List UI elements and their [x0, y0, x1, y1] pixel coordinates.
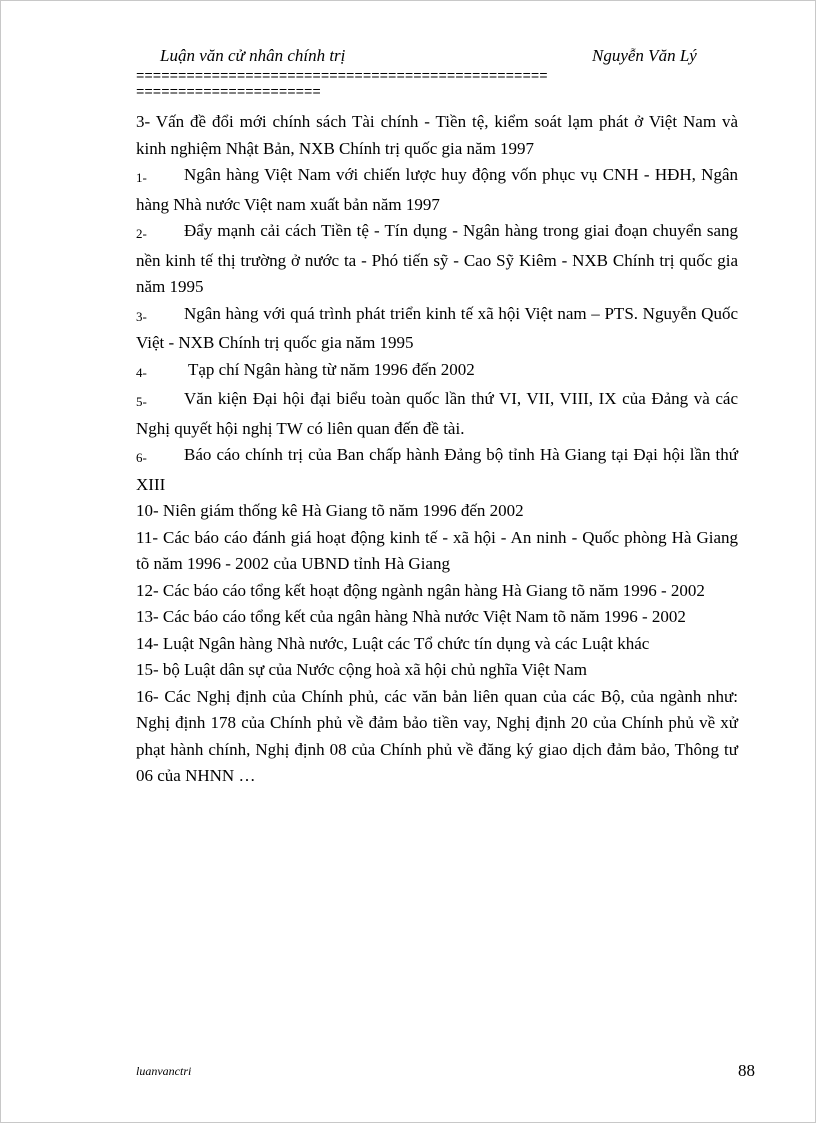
reference-item — [136, 386, 738, 442]
reference-text: Các báo cáo đánh giá hoạt động kinh tế - xã hội - An ninh - Quốc phòng Hà Giang tõ năm 1996 - 2002 của UBND tỉnh Hà Giang — [136, 527, 738, 573]
reference-item — [136, 657, 738, 684]
reference-number: 1- — [136, 170, 147, 185]
reference-text: Văn kiện Đại hội đại biểu toàn quốc lần thứ VI, VII, VIII, IX của Đảng và các Nghị quyết hội nghị TW có liên quan đến đề tài. — [136, 389, 738, 438]
header-separator-line-1: ================================================= — [136, 69, 548, 85]
reference-list — [136, 109, 738, 790]
reference-text: Các báo cáo tổng kết hoạt động ngành ngân hàng Hà Giang tõ năm 1996 - 2002 — [162, 580, 705, 600]
reference-item — [136, 357, 738, 387]
reference-text: bộ Luật dân sự của Nước cộng hoà xã hội chủ nghĩa Việt Nam — [162, 660, 587, 679]
reference-number: 4- — [136, 364, 147, 380]
reference-text: Vấn đề đổi mới chính sách Tài chính - Tiền tệ, kiểm soát lạm phát ở Việt Nam và kinh nghiệm Nhật Bản, NXB Chính trị quốc gia năm 1997 — [136, 112, 739, 158]
reference-item — [136, 301, 738, 357]
reference-text: Tạp chí Ngân hàng từ năm 1996 đến 2002 — [187, 359, 475, 379]
reference-item — [136, 162, 738, 218]
reference-number: 5- — [136, 394, 147, 409]
reference-text: Luật Ngân hàng Nhà nước, Luật các Tổ chức tín dụng và các Luật khác — [162, 633, 650, 653]
reference-text: Ngân hàng Việt Nam với chiến lược huy động vốn phục vụ CNH - HĐH, Ngân hàng Nhà nước Việt nam xuất bản năm 1997 — [136, 165, 738, 214]
header-separator-line-2: ====================== — [136, 85, 321, 101]
reference-number: 13- — [136, 607, 159, 626]
reference-item — [136, 498, 738, 525]
reference-item — [136, 525, 738, 578]
reference-text: Các Nghị định của Chính phủ, các văn bản liên quan của các Bộ, của ngành như: Nghị định 178 của Chính phủ về đảm bảo tiền vay, Nghị định 20 của Chính phủ về xử phạt hành chính, Nghị định 08 của Chính phủ về đăng ký giao dịch đảm bảo, Thông tư 06 của NHNN … — [136, 686, 738, 785]
reference-text: Niên giám thống kê Hà Giang tõ năm 1996 đến 2002 — [162, 501, 524, 520]
page-header — [160, 46, 740, 70]
reference-item — [136, 578, 738, 605]
reference-text: Đẩy mạnh cải cách Tiền tệ - Tín dụng - Ngân hàng trong giai đoạn chuyển sang nền kinh tế thị trường ở nước ta - Phó tiến sỹ - Cao Sỹ Kiêm - NXB Chính trị quốc gia năm 1995 — [136, 221, 738, 296]
reference-number: 11- — [136, 527, 159, 547]
reference-item — [136, 442, 738, 498]
reference-item — [136, 631, 738, 658]
reference-number: 10- — [136, 501, 159, 520]
header-author: Nguyễn Văn Lý — [592, 46, 697, 65]
reference-number: 15- — [136, 660, 159, 679]
reference-number: 3- — [136, 112, 151, 131]
reference-number: 16- — [136, 686, 159, 706]
reference-number: 12- — [136, 580, 159, 600]
reference-number: 3- — [136, 308, 147, 324]
reference-number: 2- — [136, 226, 147, 241]
reference-number: 6- — [136, 450, 147, 465]
page-number: 88 — [738, 1061, 755, 1080]
reference-item — [136, 109, 738, 162]
reference-number: 14- — [136, 633, 159, 653]
reference-item — [136, 218, 738, 301]
reference-text: Các báo cáo tổng kết của ngân hàng Nhà nước Việt Nam tõ năm 1996 - 2002 — [162, 607, 686, 626]
reference-item — [136, 604, 738, 631]
reference-text: Báo cáo chính trị của Ban chấp hành Đảng bộ tỉnh Hà Giang tại Đại hội lần thứ XIII — [136, 445, 738, 494]
reference-item — [136, 684, 738, 790]
footer-source: luanvanctri — [136, 1064, 192, 1078]
header-title: Luận văn cử nhân chính trị — [160, 46, 346, 65]
reference-text: Ngân hàng với quá trình phát triển kinh tế xã hội Việt nam – PTS. Nguyễn Quốc Việt - NXB Chính trị quốc gia năm 1995 — [136, 303, 738, 352]
